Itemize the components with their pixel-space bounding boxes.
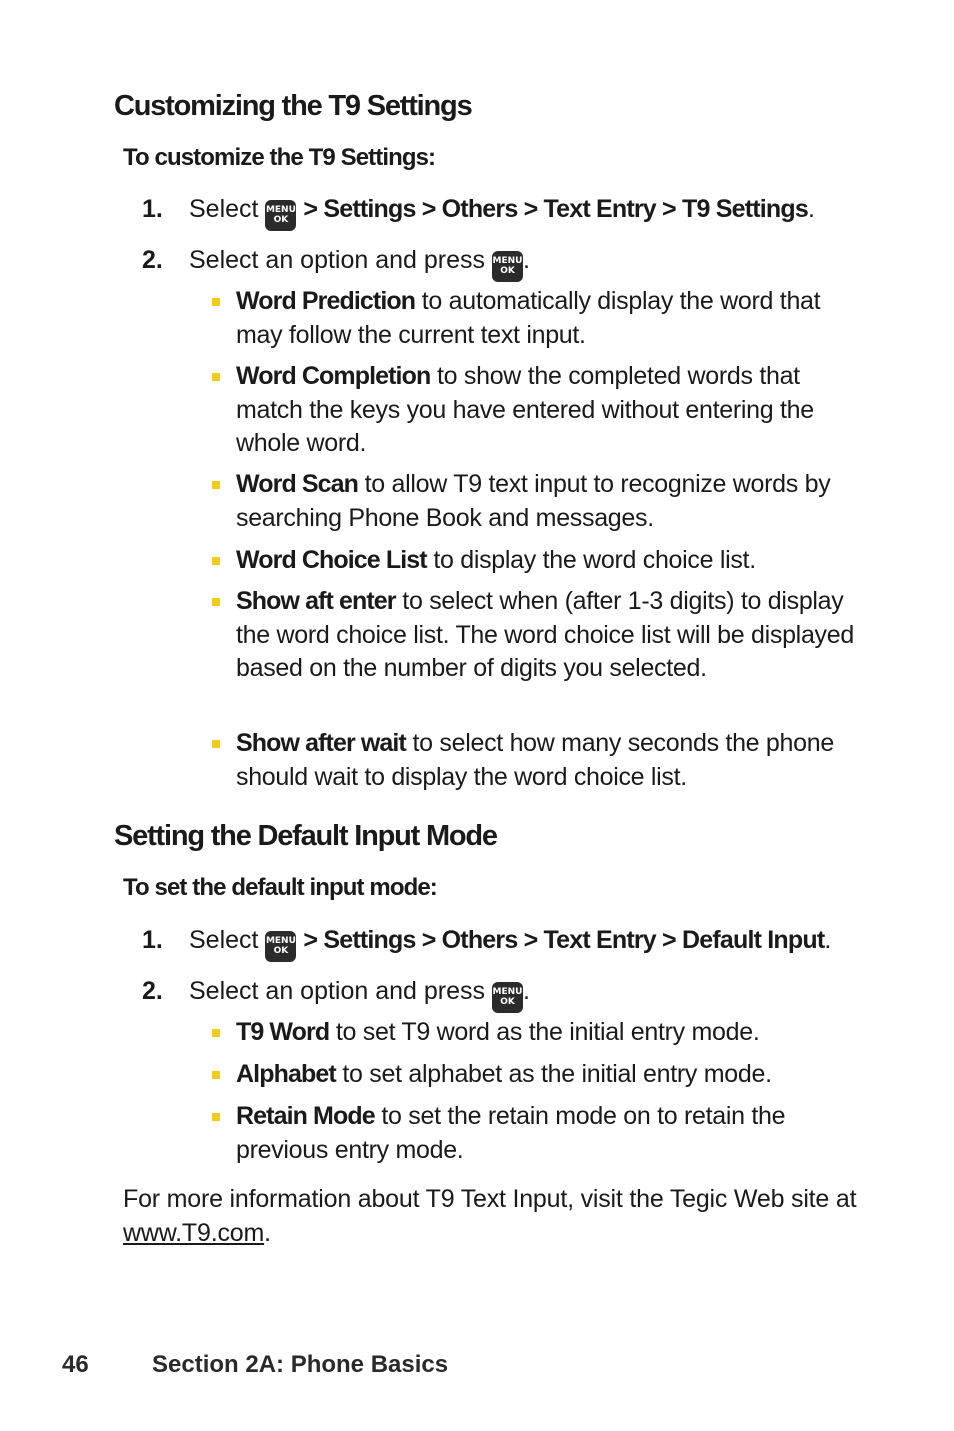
menu-path: > Settings > Others > Text Entry > T9 Settings	[303, 195, 808, 223]
t9-website-link[interactable]: www.T9.com	[123, 1219, 265, 1247]
step-number: 1.	[142, 195, 163, 223]
procedure-lead-default: To set the default input mode:	[123, 874, 437, 901]
section-heading-default-input: Setting the Default Input Mode	[114, 820, 497, 852]
menu-ok-key-icon: MENU OK	[492, 251, 523, 282]
step-number: 2.	[142, 977, 163, 1005]
step-2-t9: 2. Select an option and press MENU OK .	[142, 245, 530, 282]
procedure-lead-t9: To customize the T9 Settings:	[123, 144, 436, 171]
menu-path: > Settings > Others > Text Entry > Default Input	[303, 926, 825, 954]
bullet-t9-word: T9 Word to set T9 word as the initial entry mode.	[236, 1016, 861, 1050]
bullet-alphabet: Alphabet to set alphabet as the initial entry mode.	[236, 1058, 861, 1092]
bullet-show-aft-enter: Show aft enter to select when (after 1-3 digits) to display the word choice list. The word choice list will be displayed based on the number of digits you selected.	[236, 585, 861, 686]
bullet-word-prediction: Word Prediction to automatically display the word that may follow the current text input.	[236, 285, 861, 352]
step-text: Select	[189, 195, 259, 223]
section-heading-t9-settings: Customizing the T9 Settings	[114, 90, 472, 122]
info-paragraph: For more information about T9 Text Input, visit the Tegic Web site at www.T9.com.	[123, 1185, 857, 1247]
section-label: Section 2A: Phone Basics	[152, 1351, 449, 1378]
bullet-show-after-wait: Show after wait to select how many seconds the phone should wait to display the word choice list.	[236, 727, 861, 794]
bullet-word-completion: Word Completion to show the completed words that match the keys you have entered without entering the whole word.	[236, 360, 861, 461]
page-number: 46	[62, 1351, 89, 1378]
step-2-default: 2. Select an option and press MENU OK .	[142, 976, 530, 1013]
bullet-retain-mode: Retain Mode to set the retain mode on to retain the previous entry mode.	[236, 1100, 861, 1167]
bullet-word-choice-list: Word Choice List to display the word choice list.	[236, 544, 861, 578]
menu-ok-key-icon: MENU OK	[265, 200, 296, 231]
step-1-t9: 1. Select MENU OK > Settings > Others > Text Entry > T9 Settings.	[142, 194, 815, 231]
step-text: Select	[189, 926, 259, 954]
step-1-default: 1. Select MENU OK > Settings > Others > Text Entry > Default Input.	[142, 925, 831, 962]
menu-ok-key-icon: MENU OK	[492, 982, 523, 1013]
step-text: Select an option and press	[189, 977, 486, 1005]
step-number: 2.	[142, 246, 163, 274]
bullet-word-scan: Word Scan to allow T9 text input to recognize words by searching Phone Book and messages.	[236, 468, 861, 535]
step-text: Select an option and press	[189, 246, 486, 274]
step-number: 1.	[142, 926, 163, 954]
menu-ok-key-icon: MENU OK	[265, 931, 296, 962]
